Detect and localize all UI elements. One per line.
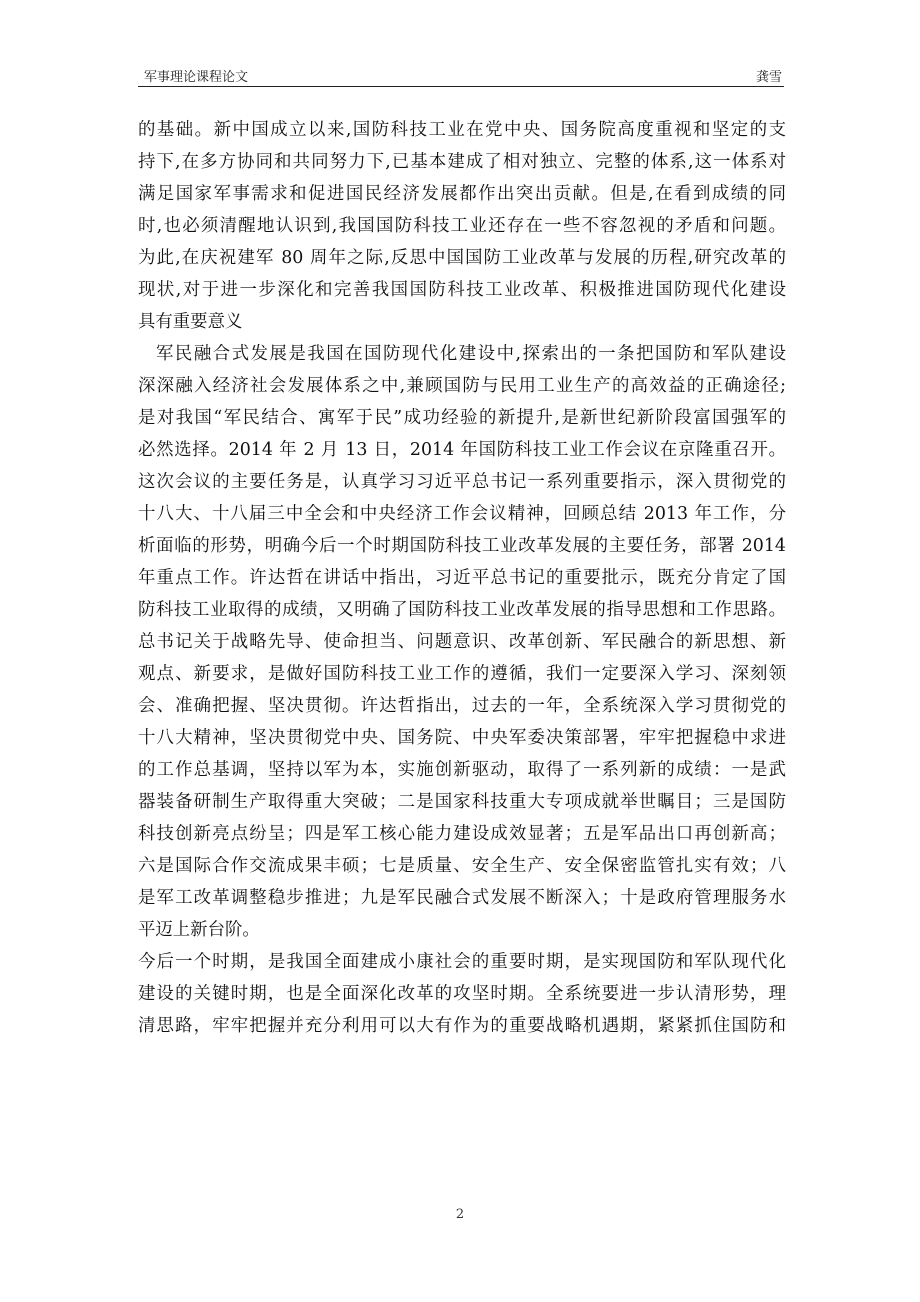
text-line: 建设的关键时期，也是全面深化改革的攻坚时期。全系统要进一步认清形势，理	[138, 984, 786, 1004]
text-line: 器装备研制生产取得重大突破；二是国家科技重大专项成就举世瞩目；三是国防	[138, 792, 786, 812]
text-line: 是军工改革调整稳步推进；九是军民融合式发展不断深入；十是政府管理服务水	[138, 888, 786, 908]
page-number: 2	[455, 1207, 465, 1222]
text-line: 的工作总基调，坚持以军为本，实施创新驱动，取得了一系列新的成绩：一是武	[138, 760, 786, 780]
text-line: 这次会议的主要任务是，认真学习习近平总书记一系列重要指示，深入贯彻党的	[138, 472, 786, 492]
text-line: 时,也必须清醒地认识到,我国国防科技工业还存在一些不容忽视的矛盾和问题。	[138, 216, 786, 236]
text-line: 持下,在多方协同和共同努力下,已基本建成了相对独立、完整的体系,这一体系对	[138, 152, 786, 172]
text-line: 观点、新要求，是做好国防科技工业工作的遵循，我们一定要深入学习、深刻领	[138, 664, 786, 684]
text-line: 满足国家军事需求和促进国民经济发展都作出突出贡献。但是,在看到成绩的同	[138, 184, 786, 204]
text-line: 十八大精神，坚决贯彻党中央、国务院、中央军委决策部署，牢牢把握稳中求进	[138, 728, 786, 748]
text-line: 深深融入经济社会发展体系之中,兼顾国防与民用工业生产的高效益的正确途径;	[138, 376, 786, 396]
text-line: 防科技工业取得的成绩，又明确了国防科技工业改革发展的指导思想和工作思路。	[138, 600, 786, 620]
header-rule	[138, 86, 784, 87]
text-line: 会、准确把握、坚决贯彻。许达哲指出，过去的一年，全系统深入学习贯彻党的	[138, 696, 786, 716]
text-line: 科技创新亮点纷呈；四是军工核心能力建设成效显著；五是军品出口再创新高；	[138, 824, 786, 844]
header-course-title: 军事理论课程论文	[144, 70, 249, 85]
paragraph-2	[138, 338, 786, 946]
text-line: 现状,对于进一步深化和完善我国国防科技工业改革、积极推进国防现代化建设	[138, 280, 786, 300]
paragraph-3	[138, 946, 786, 1042]
text-line: 十八大、十八届三中全会和中央经济工作会议精神，回顾总结 2013 年工作，分	[138, 504, 786, 524]
text-line: 平迈上新台阶。	[138, 920, 260, 940]
text-line: 为此,在庆祝建军 80 周年之际,反思中国国防工业改革与发展的历程,研究改革的	[138, 248, 786, 268]
header-author: 龚雪	[755, 70, 782, 85]
paragraph-1	[138, 114, 786, 338]
text-line: 清思路，牢牢把握并充分利用可以大有作为的重要战略机遇期，紧紧抓住国防和	[138, 1016, 786, 1036]
text-line: 是对我国“军民结合、寓军于民”成功经验的新提升,是新世纪新阶段富国强军的	[138, 408, 786, 428]
text-line: 必然选择。2014 年 2 月 13 日，2014 年国防科技工业工作会议在京隆重召开。	[138, 440, 786, 460]
text-line: 的基础。新中国成立以来,国防科技工业在党中央、国务院高度重视和坚定的支	[138, 120, 786, 140]
text-line: 年重点工作。许达哲在讲话中指出，习近平总书记的重要批示，既充分肯定了国	[138, 568, 786, 588]
text-line: 今后一个时期，是我国全面建成小康社会的重要时期，是实现国防和军队现代化	[138, 952, 786, 972]
document-body	[138, 114, 786, 1042]
page-header	[138, 66, 784, 86]
text-line: 总书记关于战略先导、使命担当、问题意识、改革创新、军民融合的新思想、新	[138, 632, 786, 652]
text-line: 六是国际合作交流成果丰硕；七是质量、安全生产、安全保密监管扎实有效；八	[138, 856, 786, 876]
text-line: 军民融合式发展是我国在国防现代化建设中,探索出的一条把国防和军队建设	[156, 344, 786, 364]
text-line: 析面临的形势，明确今后一个时期国防科技工业改革发展的主要任务，部署 2014	[138, 536, 786, 556]
text-line: 具有重要意义	[138, 312, 243, 332]
